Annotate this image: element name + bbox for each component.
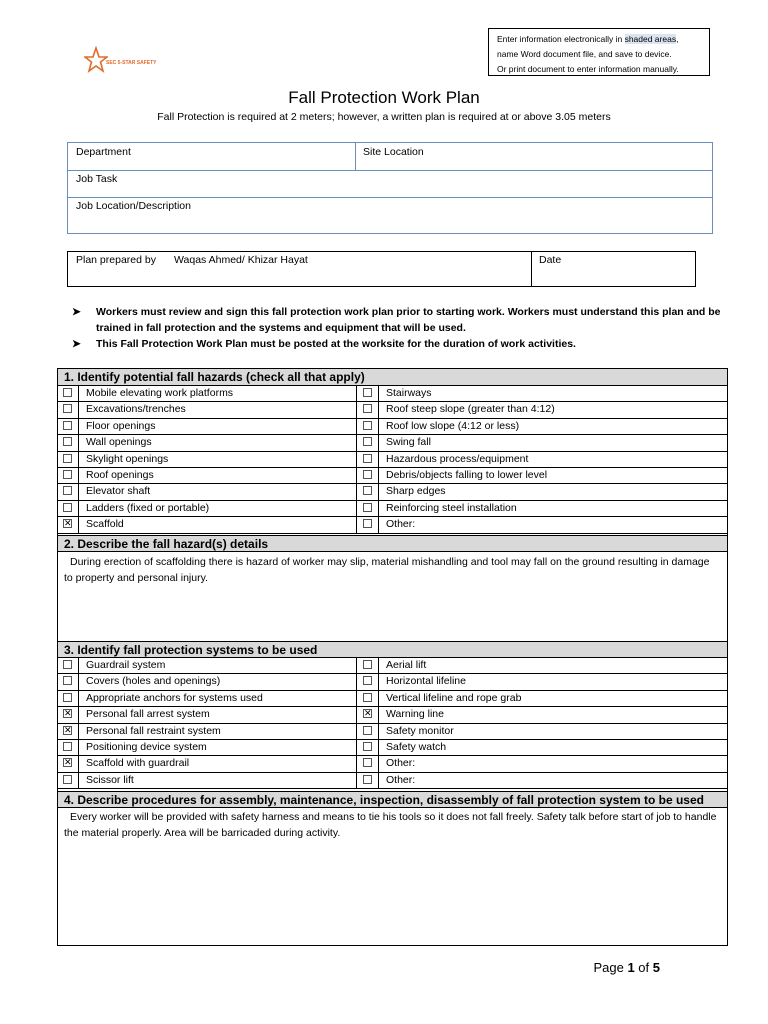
checklist-label: Covers (holes and openings) — [86, 675, 221, 688]
checklist-label: Vertical lifeline and rope grab — [386, 691, 522, 704]
department-label: Department — [76, 146, 131, 158]
fall-protection-form — [57, 368, 728, 946]
arrow-bullet-icon: ➤ — [72, 338, 81, 350]
checklist-label: Personal fall arrest system — [86, 708, 210, 721]
checkbox[interactable] — [63, 693, 72, 702]
checkbox[interactable]: ✕ — [64, 518, 72, 529]
checklist-label: Mobile elevating work platforms — [86, 387, 234, 399]
column-divider — [356, 402, 357, 417]
checklist-row — [58, 691, 727, 707]
checklist-label: Personal fall restraint system — [86, 724, 221, 737]
column-divider — [378, 484, 379, 499]
checkbox[interactable] — [363, 676, 372, 685]
column-divider — [378, 435, 379, 450]
column-divider — [356, 707, 357, 722]
page-number — [593, 960, 660, 975]
checkbox[interactable] — [63, 775, 72, 784]
column-divider — [356, 386, 357, 401]
checklist-label: Roof openings — [86, 469, 154, 481]
checkbox[interactable]: ✕ — [64, 708, 72, 719]
checklist-label: Scaffold — [86, 518, 124, 531]
column-divider — [378, 402, 379, 417]
prepared-divider — [531, 252, 532, 286]
checklist-label: Floor openings — [86, 419, 156, 432]
note-line-1: Enter information electronically in — [497, 34, 625, 44]
checklist-row — [58, 419, 727, 435]
checklist-row — [58, 756, 727, 772]
column-divider — [378, 691, 379, 706]
checklist-label: Positioning device system — [86, 741, 207, 753]
column-divider — [378, 452, 379, 467]
star-logo-icon — [84, 46, 108, 74]
checklist-label: Elevator shaft — [86, 485, 151, 498]
checkbox[interactable] — [363, 437, 372, 446]
column-divider — [378, 658, 379, 673]
column-divider — [78, 435, 79, 450]
checkbox[interactable] — [363, 726, 372, 735]
column-divider — [78, 724, 79, 739]
column-divider — [378, 386, 379, 401]
column-divider — [356, 501, 357, 516]
section-2-text: During erection of scaffolding there is hazard of worker may slip, material mishandling and tool may fall on the ground resulting in damage to property and personal injury. — [64, 556, 710, 584]
checklist-row — [58, 435, 727, 451]
column-divider — [356, 756, 357, 771]
checkbox[interactable] — [363, 486, 372, 495]
checklist-row — [58, 468, 727, 484]
job-task-label: Job Task — [76, 173, 118, 185]
bullet-text: This Fall Protection Work Plan must be posted at the worksite for the duration of work activities. — [96, 338, 576, 350]
checklist-row — [58, 707, 727, 723]
checkbox[interactable] — [63, 388, 72, 397]
checklist-label: Wall openings — [86, 436, 152, 449]
page-subtitle: Fall Protection is required at 2 meters; however, a written plan is required at or above 3.05 meters — [157, 111, 611, 123]
checklist-label: Ladders (fixed or portable) — [86, 501, 210, 514]
checklist-row — [58, 484, 727, 500]
checkbox[interactable]: ✕ — [64, 757, 72, 768]
column-divider — [356, 674, 357, 689]
column-divider — [378, 756, 379, 771]
column-divider — [78, 468, 79, 483]
checkbox[interactable] — [363, 742, 372, 751]
checkbox[interactable] — [363, 519, 372, 528]
note-line-2: name Word document file, and save to device. — [497, 49, 672, 59]
column-divider — [356, 517, 357, 532]
instructions-note — [488, 28, 710, 76]
checklist-label: Other: — [386, 757, 416, 770]
column-divider — [78, 517, 79, 532]
of-label: of — [638, 960, 650, 975]
column-divider — [78, 674, 79, 689]
checklist-row — [58, 402, 727, 418]
section-1-heading: 1. Identify potential fall hazards (check all that apply) — [58, 369, 727, 386]
section-3-heading: 3. Identify fall protection systems to be used — [58, 641, 727, 658]
checklist-label: Other: — [386, 518, 416, 531]
column-divider — [78, 402, 79, 417]
column-divider — [378, 501, 379, 516]
checkbox[interactable] — [63, 486, 72, 495]
column-divider — [356, 724, 357, 739]
note-line-3: Or print document to enter information manually. — [497, 64, 679, 74]
column-divider — [78, 419, 79, 434]
prepared-by-value: Waqas Ahmed/ Khizar Hayat — [174, 254, 308, 266]
column-divider — [378, 740, 379, 755]
checklist-row — [58, 501, 727, 517]
column-divider — [378, 707, 379, 722]
column-divider — [378, 419, 379, 434]
plan-prepared-row — [67, 251, 696, 287]
current-page: 1 — [627, 960, 635, 975]
checklist-label: Reinforcing steel installation — [386, 501, 517, 514]
instruction-bullets — [72, 305, 732, 354]
job-info-table — [67, 142, 713, 234]
checkbox[interactable] — [363, 503, 372, 512]
company-logo — [84, 46, 174, 82]
checklist-label: Roof steep slope (greater than 4:12) — [386, 403, 555, 416]
checkbox[interactable] — [63, 660, 72, 669]
checkbox[interactable] — [63, 454, 72, 463]
checkbox[interactable] — [63, 437, 72, 446]
checklist-label: Safety watch — [386, 741, 447, 753]
checkbox[interactable]: ✕ — [64, 724, 72, 735]
page-label: Page — [593, 960, 624, 975]
column-divider — [78, 484, 79, 499]
checkbox[interactable] — [63, 676, 72, 685]
checklist-label: Sharp edges — [386, 485, 446, 498]
checklist-label: Appropriate anchors for systems used — [86, 691, 263, 704]
checklist-row — [58, 658, 727, 674]
column-divider — [78, 501, 79, 516]
department-row — [68, 143, 712, 171]
column-divider — [378, 517, 379, 532]
total-pages: 5 — [652, 960, 660, 975]
column-divider — [356, 452, 357, 467]
checklist-row — [58, 386, 727, 402]
checklist-label: Scaffold with guardrail — [86, 757, 190, 770]
checkbox[interactable] — [363, 693, 372, 702]
checklist-label: Hazardous process/equipment — [386, 452, 529, 465]
checklist-label: Aerial lift — [386, 659, 427, 671]
checkbox[interactable] — [63, 404, 72, 413]
info-divider — [355, 143, 356, 170]
checkbox[interactable] — [363, 454, 372, 463]
column-divider — [378, 674, 379, 689]
checkbox[interactable] — [363, 404, 372, 413]
column-divider — [356, 419, 357, 434]
column-divider — [78, 452, 79, 467]
column-divider — [378, 468, 379, 483]
column-divider — [356, 658, 357, 673]
column-divider — [78, 386, 79, 401]
job-location-label: Job Location/Description — [76, 200, 191, 212]
date-label: Date — [539, 254, 562, 266]
prepared-by-label: Plan prepared by — [76, 254, 156, 266]
checkbox[interactable] — [63, 503, 72, 512]
job-location-row — [68, 197, 712, 233]
checklist-label: Other: — [386, 773, 416, 786]
checkbox[interactable] — [363, 758, 372, 767]
column-divider — [78, 756, 79, 771]
checklist-label: Roof low slope (4:12 or less) — [386, 419, 520, 432]
checkbox[interactable] — [363, 470, 372, 479]
page-title: Fall Protection Work Plan — [288, 88, 480, 107]
column-divider — [356, 740, 357, 755]
checklist-row — [58, 724, 727, 740]
section-2-heading: 2. Describe the fall hazard(s) details — [58, 535, 727, 552]
section-4-text: Every worker will be provided with safety harness and means to tie his tools so it does not fall freely. Safety talk before start of job to handle the material properly. Area will be barricaded during activity. — [64, 811, 717, 839]
checkbox[interactable] — [363, 775, 372, 784]
column-divider — [356, 691, 357, 706]
checklist-label: Scissor lift — [86, 773, 134, 786]
site-location-label: Site Location — [363, 146, 424, 158]
checklist-row — [58, 773, 727, 789]
checkbox[interactable] — [363, 660, 372, 669]
column-divider — [78, 691, 79, 706]
checkbox[interactable] — [63, 421, 72, 430]
column-divider — [78, 658, 79, 673]
checkbox[interactable] — [363, 421, 372, 430]
logo-text: SEC 5-STAR SAFETY — [106, 60, 157, 66]
checkbox[interactable] — [363, 388, 372, 397]
column-divider — [78, 707, 79, 722]
checklist-row — [58, 674, 727, 690]
checklist-row — [58, 452, 727, 468]
checklist-label: Warning line — [386, 708, 444, 721]
checklist-label: Stairways — [386, 387, 432, 399]
checkbox[interactable] — [63, 742, 72, 751]
checklist-label: Skylight openings — [86, 452, 169, 465]
column-divider — [356, 435, 357, 450]
checklist-label: Excavations/trenches — [86, 403, 186, 416]
column-divider — [356, 484, 357, 499]
note-comma: , — [676, 34, 679, 44]
column-divider — [356, 773, 357, 788]
checklist-row — [58, 517, 727, 533]
checkbox[interactable] — [63, 470, 72, 479]
checklist-label: Safety monitor — [386, 724, 454, 737]
column-divider — [78, 773, 79, 788]
column-divider — [356, 468, 357, 483]
checklist-label: Debris/objects falling to lower level — [386, 469, 548, 481]
section-4-heading: 4. Describe procedures for assembly, maintenance, inspection, disassembly of fall protection system to be used — [58, 791, 727, 808]
arrow-bullet-icon: ➤ — [72, 306, 81, 318]
bullet-text: Workers must review and sign this fall protection work plan prior to starting work. Workers must understand this plan and be trained in fall protection and the systems and equipment that will be used. — [96, 306, 721, 334]
bullet-item — [72, 305, 732, 336]
job-task-row — [68, 170, 712, 198]
checklist-label: Guardrail system — [86, 659, 166, 671]
column-divider — [378, 773, 379, 788]
column-divider — [78, 740, 79, 755]
shaded-areas-highlight: shaded areas — [624, 34, 677, 44]
checkbox[interactable]: ✕ — [364, 708, 372, 719]
checklist-label: Swing fall — [386, 436, 431, 449]
column-divider — [378, 724, 379, 739]
checklist-row — [58, 740, 727, 756]
bullet-item — [72, 337, 732, 353]
checklist-label: Horizontal lifeline — [386, 675, 466, 688]
